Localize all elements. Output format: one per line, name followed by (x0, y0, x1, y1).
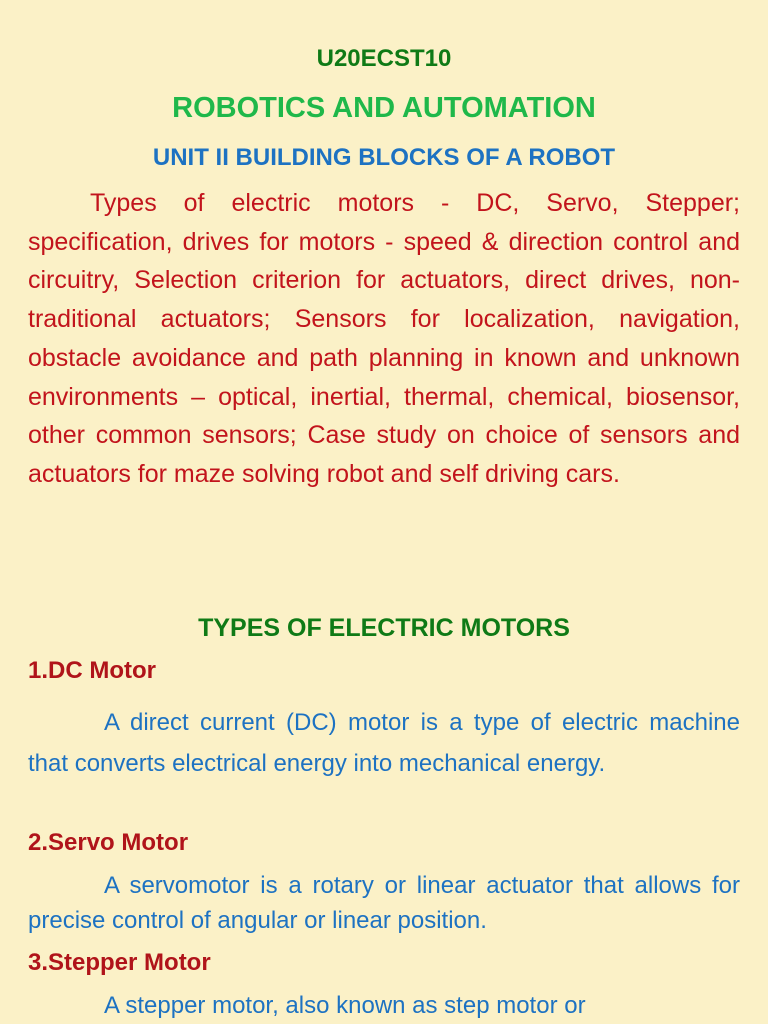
unit-title: UNIT II BUILDING BLOCKS OF A ROBOT (152, 144, 616, 171)
servo-motor-title: 2.Servo Motor (28, 829, 189, 856)
dc-motor-description: A direct current (DC) motor is a type of electric machine that converts electrical energy into mechanical energy. (28, 709, 740, 777)
servo-motor-description: A servomotor is a rotary or linear actuator that allows for precise control of angular or linear position. (28, 872, 740, 934)
course-code: U20ECST10 (316, 45, 452, 72)
dc-motor-title: 1.DC Motor (28, 657, 156, 684)
section-heading: TYPES OF ELECTRIC MOTORS (198, 614, 570, 642)
course-title: ROBOTICS AND AUTOMATION (172, 92, 596, 124)
syllabus-paragraph: Types of electric motors - DC, Servo, Stepper; specification, drives for motors - speed & direction control and circuitry, Selection criterion for actuators, direct drives, non-traditional actuators; Sensors for localization, navigation, obstacle avoidance and path planning in known and unknown environments – optical, inertial, thermal, chemical, biosensor, other common sensors; Case study on choice of sensors and actuators for maze solving robot and self driving cars. (28, 189, 740, 488)
stepper-motor-description: A stepper motor, also known as step motor or (104, 992, 586, 1019)
stepper-motor-title: 3.Stepper Motor (28, 949, 211, 976)
